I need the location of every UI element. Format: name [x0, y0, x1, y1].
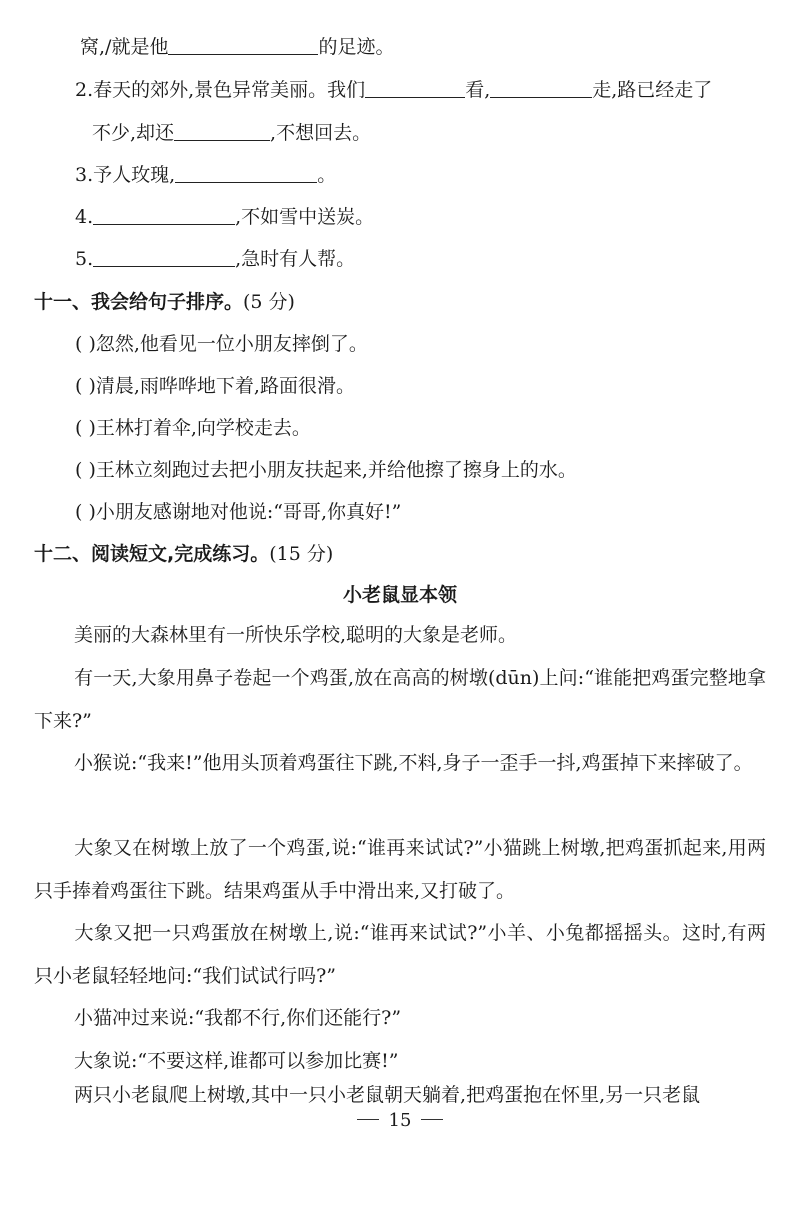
footer-dash	[421, 1119, 443, 1120]
answer-blank[interactable]	[174, 120, 270, 141]
page-number: 15	[388, 1110, 412, 1131]
order-item[interactable]: ( )清晨,雨哗哗地下着,路面很滑。	[75, 375, 355, 397]
item-number: 3.	[75, 164, 94, 186]
story-paragraph: 大象又把一只鸡蛋放在树墩上,说:“谁再来试试?”小羊、小兔都摇摇头。这时,有两只小老鼠轻轻地问:“我们试试行吗?”	[34, 922, 766, 987]
order-item[interactable]: ( )忽然,他看见一位小朋友摔倒了。	[75, 333, 368, 355]
fill-text: ,不想回去。	[270, 122, 372, 144]
fill-text: 窝,/就是他	[80, 36, 169, 58]
answer-blank[interactable]	[490, 77, 592, 98]
item-number: 4.	[75, 206, 94, 228]
fill-text: ,不如雪中送炭。	[235, 206, 375, 228]
order-item[interactable]: ( )小朋友感谢地对他说:“哥哥,你真好!”	[75, 501, 402, 523]
section-title: 十二、阅读短文,完成练习。	[34, 543, 270, 565]
section-score: (15 分)	[269, 543, 334, 565]
answer-blank[interactable]	[365, 77, 465, 98]
item-number: 2.	[75, 79, 94, 101]
fill-text: 。	[317, 164, 337, 186]
answer-blank[interactable]	[93, 246, 235, 267]
story-paragraph: 有一天,大象用鼻子卷起一个鸡蛋,放在高高的树墩(dūn)上问:“谁能把鸡蛋完整地拿下来?”	[34, 667, 766, 732]
story-title: 小老鼠显本领	[342, 584, 457, 606]
order-item[interactable]: ( )王林打着伞,向学校走去。	[75, 417, 311, 439]
fill-text: 予人玫瑰,	[93, 164, 176, 186]
story-paragraph: 小猫冲过来说:“我都不行,你们还能行?”	[74, 1007, 402, 1029]
answer-blank[interactable]	[93, 204, 235, 225]
section-11-heading	[34, 289, 295, 315]
section-12-heading	[34, 541, 333, 567]
fill-item-3	[75, 162, 336, 188]
story-paragraph: 大象说:“不要这样,谁都可以参加比赛!”	[74, 1050, 399, 1072]
fill-line-1	[80, 34, 394, 60]
fill-item-4	[75, 204, 374, 230]
order-item[interactable]: ( )王林立刻跑过去把小朋友扶起来,并给他擦了擦身上的水。	[75, 459, 577, 481]
story-paragraph: 美丽的大森林里有一所快乐学校,聪明的大象是老师。	[74, 624, 518, 646]
section-score: (5 分)	[243, 291, 295, 313]
fill-item-2-cont	[92, 120, 371, 146]
answer-blank[interactable]	[168, 34, 318, 55]
answer-blank[interactable]	[175, 162, 317, 183]
fill-item-2	[75, 77, 712, 103]
story-paragraph: 大象又在树墩上放了一个鸡蛋,说:“谁再来试试?”小猫跳上树墩,把鸡蛋抓起来,用两只手捧着鸡蛋往下跳。结果鸡蛋从手中滑出来,又打破了。	[34, 837, 766, 902]
fill-text: 看,	[465, 79, 491, 101]
fill-item-5	[75, 246, 355, 272]
section-title: 十一、我会给句子排序。	[34, 291, 244, 313]
fill-text: 不少,却还	[92, 122, 175, 144]
fill-text: 的足迹。	[318, 36, 395, 58]
fill-text: 春天的郊外,景色异常美丽。我们	[93, 79, 366, 101]
fill-text: 走,路已经走了	[592, 79, 713, 101]
fill-text: ,急时有人帮。	[235, 248, 356, 270]
item-number: 5.	[75, 248, 94, 270]
story-paragraph: 两只小老鼠爬上树墩,其中一只小老鼠朝天躺着,把鸡蛋抱在怀里,另一只老鼠	[74, 1084, 701, 1106]
story-paragraph: 小猴说:“我来!”他用头顶着鸡蛋往下跳,不料,身子一歪手一抖,鸡蛋掉下来摔破了。	[74, 752, 753, 774]
page-footer	[0, 1108, 800, 1134]
footer-dash	[357, 1119, 379, 1120]
